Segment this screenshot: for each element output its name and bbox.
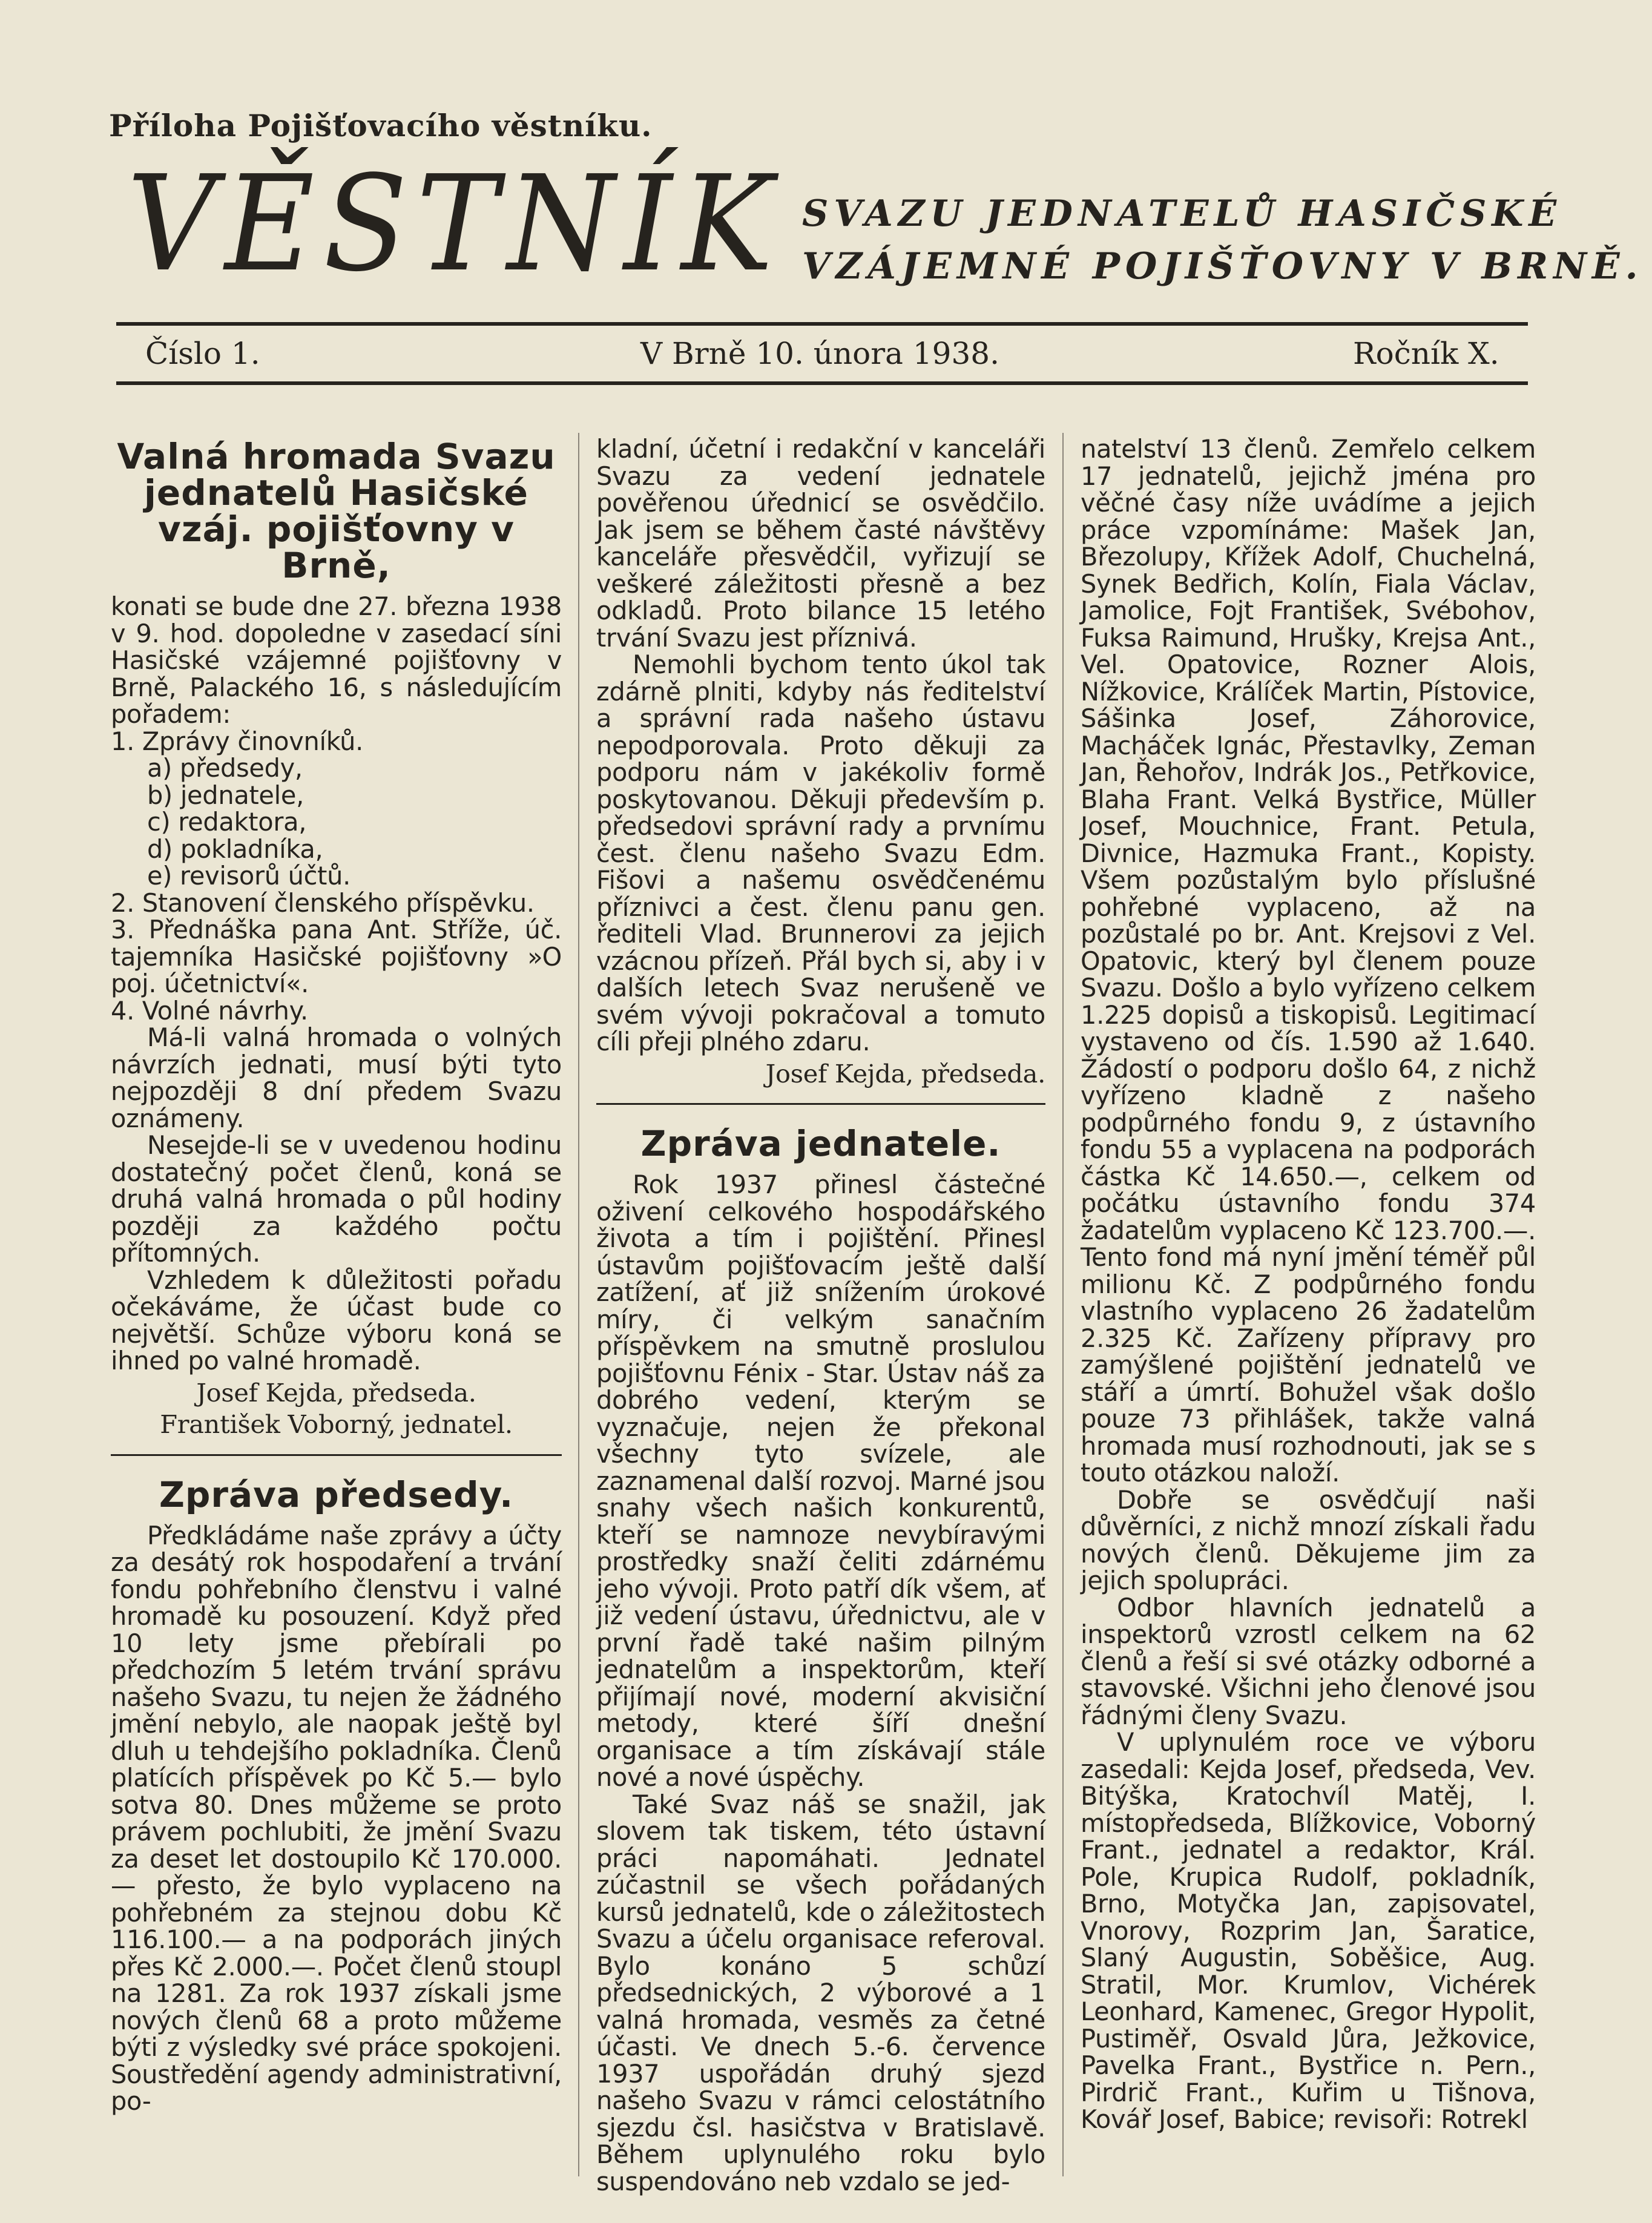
issue-number: Číslo 1. (145, 336, 260, 371)
column-divider (1062, 433, 1064, 2176)
paragraph: Odbor hlavních jednatelů a inspektorů vzrostl celkem na 62 členů a řeší si své otázky odborné a stavovské. Všichni jeho členové jsou řádnými členy Svazu. (1081, 1592, 1536, 1730)
paragraph: kladní, účetní i redakční v kanceláři Svazu za vedení jednatele pověřenou úřednicí se osvědčilo. Jak jsem se během časté návštěvy kanceláře přesvědčil, vyřizují se veškeré záležitosti přesně a bez odkladů. Proto bilance 15 letého trvání Svazu jest příznivá. (596, 434, 1045, 653)
paragraph: Předkládáme naše zprávy a účty za desátý rok hospodaření a trvání fondu pohřebního členstvu i valné hromadě ku posouzení. Když před 10 lety jsme přebírali po předchozím 5 letém trvání správu našeho Svazu, tu nejen že žádného jmění nebylo, ale naopak ještě byl dluh u tehdejšího pokladníka. Členů platících příspěvek po Kč 5.— bylo sotva 80. Dnes můžeme se proto právem pochlubiti, že jmění Svazu za deset let dostoupilo Kč 170.000.— přesto, že bylo vyplaceno na pohřebném za stejnou dobu Kč 116.100.— a na podporách jiných přes Kč 2.000.—. Počet členů stoupl na 1281. Za rok 1937 získali jsme nových členů 68 a proto můžeme býti z výsledky své práce spokojeni. Soustředění agendy administrativní, po- (111, 1520, 562, 2116)
list-item: a) předsedy, (147, 753, 303, 783)
article-heading-secretary-report: Zpráva jednatele. (640, 1123, 1001, 1164)
paragraph: natelství 13 členů. Zemřelo celkem 17 jednatelů, jejichž jména pro věčné časy níže uvádíme a jejich práce vzpomínáme: Mašek Jan, Březolupy, Křížek Adolf, Chuchelná, Synek Bedřich, Kolín, Fiala Václav, Jamolice, Fojt František, Svébohov, Fuksa Raimund, Hrušky, Krejsa Ant., Vel. Opatovice, Rozner Alois, Nížkovice, Králíček Martin, Pístovice, Sášinka Josef, Záhorovice, Macháček Ignác, Přestavlky, Zeman Jan, Řehořov, Indrák Jos., Petřkovice, Blaha Frant. Velká Bystřice, Müller Josef, Mouchnice, Frant. Petula, Divnice, Hazmuka Frant., Kopisty. Všem pozůstalým bylo příslušné pohřebné vyplaceno, až na pozůstalé po br. Ant. Krejsovi z Vel. Opatovic, který byl členem pouze Svazu. Došlo a bylo vyřízeno celkem 1.225 dopisů a tiskopisů. Legitimací vystaveno od čís. 1.590 až 1.640. Žádostí o podporu došlo 64, z nichž vyřízeno kladně z našeho podpůrného fondu 9, z ústavního fondu 55 a vyplacena na podporách částka Kč 14.650.—, celkem od počátku ústavního fondu 374 žadatelům vyplaceno Kč 123.700.—. Tento fond má nyní jmění téměř půl milionu Kč. Z podpůrného fondu vlastního vyplaceno 26 žadatelům 2.325 Kč. Zařízeny přípravy pro zamýšlené pojištění jednatelů ve stáří a úmrtí. Bohužel však došlo pouze 73 přihlášek, takže valná hromada musí rozhodnouti, jak se s touto otázkou naloží. (1081, 434, 1536, 1487)
masthead-title: VĚSTNÍK (127, 148, 782, 301)
paragraph: Nesejde-li se v uvedenou hodinu dostatečný počet členů, koná se druhá valná hromada o půl hodiny později za každého počtu přítomných. (111, 1130, 562, 1268)
signature: Josef Kejda, předseda. (196, 1377, 476, 1408)
list-item: 3. Přednáška pana Ant. Stříže, úč. tajemníka Hasičské pojišťovny »O poj. účetnictví«. (111, 915, 562, 998)
column-divider (578, 433, 579, 2176)
signature: František Voborný, jednatel. (160, 1409, 513, 1439)
list-item: 1. Zprávy činovníků. (111, 726, 364, 756)
paragraph: Rok 1937 přinesl částečné oživení celkového hospodářského života a tím i pojištění. Přinesl ústavům pojišťovacím ještě další zatížení, ať již snížením úrokové míry, či velkým sanačním příspěvkem na smutně proslulou pojišťovnu Fénix - Star. Ústav náš za dobrého vedení, kterým se vyznačuje, nejen že překonal všechny tyto svízele, ale zaznamenal další rozvoj. Marné jsou snahy všech našich konkurentů, kteří se namnoze nevybíravými prostředky snaží čeliti zdárnému jeho vývoji. Proto patří dík všem, ať již vedení ústavu, úřednictvu, ale v první řadě také našim pilným jednatelům a inspektorům, kteří přijímají nové, moderní akvisiční metody, které šíří dnešní organisace a tím získávají stále nové a nové úspěchy. (596, 1170, 1045, 1792)
column-3 (1081, 436, 1536, 2133)
section-rule (596, 1103, 1045, 1105)
column-2 (596, 436, 1045, 2195)
paragraph: Dobře se osvědčují naši důvěrníci, z nichž mnozí získali řadu nových členů. Děkujeme jim za jejich spolupráci. (1081, 1484, 1536, 1595)
dateline: V Brně 10. února 1938. (640, 336, 999, 371)
list-item: b) jednatele, (147, 780, 304, 810)
top-rule (116, 322, 1528, 326)
article-heading-general-meeting: Valná hromada Svazu jednatelů Hasičské vzáj. pojišťovny v Brně, (117, 436, 556, 586)
masthead-subtitle-line1: SVAZU JEDNATELŮ HASIČSKÉ (802, 193, 1562, 235)
signature: Josef Kejda, předseda. (765, 1058, 1045, 1088)
masthead-subtitle-line2: VZÁJEMNÉ POJIŠŤOVNY V BRNĚ. (802, 245, 1644, 288)
list-item: 4. Volné návrhy. (111, 995, 308, 1026)
paragraph: Také Svaz náš se snažil, jak slovem tak tiskem, této ústavní práci napomáhati. Jednatel zúčastnil se všech pořádaných kursů jednatelů, kde o záležitostech Svazu a účelu organisace referoval. Bylo konáno 5 schůzí předsednických, 2 výborové a 1 valná hromada, vesměs za četné účasti. Ve dnech 5.-6. července 1937 uspořádán druhý sjezd našeho Svazu v rámci celostátního sjezdu čsl. hasičstva v Bratislavě. Během uplynulého roku bylo suspendováno neb vzdalo se jed- (596, 1789, 1045, 2196)
bottom-rule (116, 381, 1528, 385)
list-item: d) pokladníka, (147, 834, 323, 864)
list-item: 2. Stanovení členského příspěvku. (111, 888, 535, 918)
supplement-line: Příloha Pojišťovacího věstníku. (109, 108, 653, 143)
column-1 (111, 436, 562, 2115)
paragraph: Vzhledem k důležitosti pořadu očekáváme, že účast bude co největší. Schůze výboru koná se ihned po valné hromadě. (111, 1265, 562, 1375)
agenda-list (111, 728, 562, 1025)
paragraph: Nemohli bychom tento úkol tak zdárně plniti, kdyby nás ředitelství a správní rada našeho ústavu nepodporovala. Proto děkuji za podporu nám v jakékoliv formě poskytovanou. Děkuji především p. předsedovi správní rady a prvnímu čest. členu našeho Svazu Edm. Fišovi a našemu osvědčenému příznivci a čest. členu panu gen. řediteli Vlad. Brunnerovi za jejich vzácnou přízeň. Přál bych si, aby i v dalších letech Svaz nerušeně ve svém vývoji pokračoval a tomuto cíli přeji plného zdaru. (596, 650, 1045, 1056)
paragraph: V uplynulém roce ve výboru zasedali: Kejda Josef, předseda, Vev. Bitýška, Kratochvíl Matěj, I. místopředseda, Blížkovice, Voborný Frant., jednatel a redaktor, Král. Pole, Krupica Rudolf, pokladník, Brno, Motyčka Jan, zapisovatel, Vnorovy, Rozprim Jan, Šaratice, Slaný Augustin, Soběšice, Aug. Stratil, Mor. Krumlov, Vichérek Leonhard, Kamenec, Gregor Hypolit, Pustiměř, Osvald Jůra, Ježkovice, Pavelka Frant., Bystřice n. Pern., Pirdrič Frant., Kuřim u Tišnova, Kovář Josef, Babice; revisoři: Rotrekl (1081, 1727, 1536, 2134)
volume-number: Ročník X. (1353, 336, 1499, 371)
paragraph: Má-li valná hromada o volných návrzích jednati, musí býti tyto nejpozději 8 dní předem Svazu oznámeny. (111, 1023, 562, 1133)
list-item: e) revisorů účtů. (147, 861, 351, 891)
section-rule (111, 1454, 562, 1456)
list-item: c) redaktora, (147, 807, 307, 837)
article-heading-chairman-report: Zpráva předsedy. (159, 1474, 514, 1515)
paragraph: konati se bude dne 27. března 1938 v 9. hod. dopoledne v zasedací síni Hasičské vzájemné pojišťovny v Brně, Palackého 16, s následujícím pořadem: (111, 591, 562, 729)
